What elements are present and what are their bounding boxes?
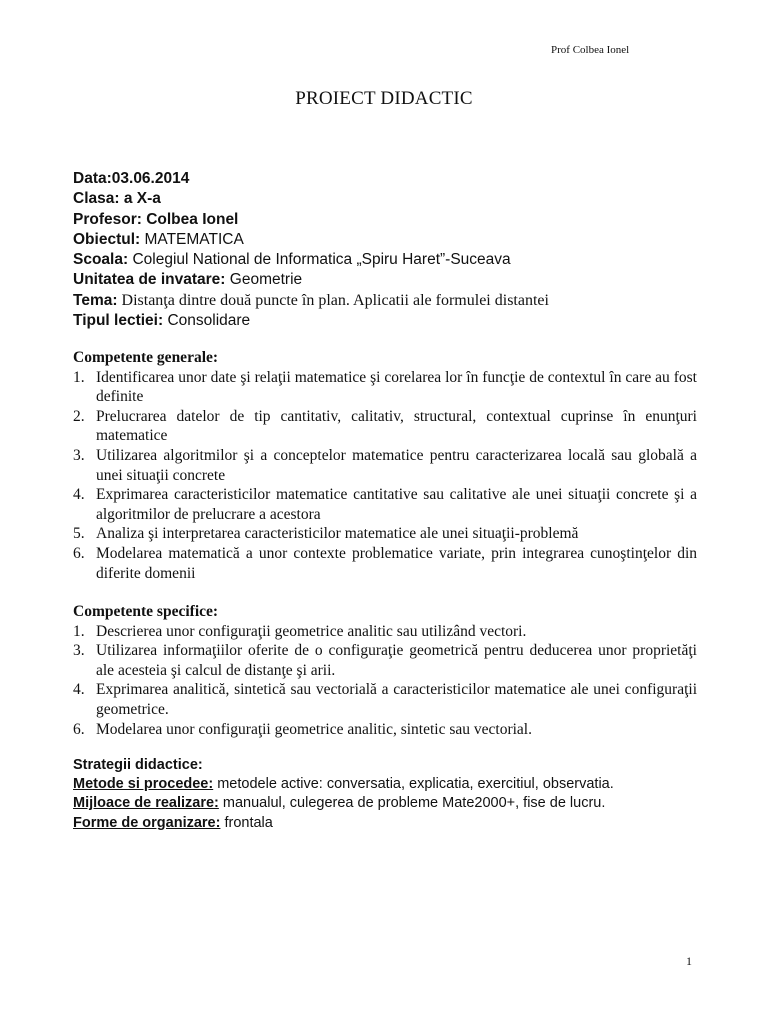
profesor-value: Colbea Ionel	[141, 210, 239, 228]
list-item-number: 6.	[73, 720, 85, 738]
tema-label: Tema:	[73, 291, 118, 309]
tipul-label: Tipul lectiei:	[73, 312, 164, 330]
info-row-data	[73, 169, 713, 189]
list-item-text: Identificarea unor date şi relaţii matematice şi corelarea lor în funcţie de contextul în care au fost definite	[96, 368, 697, 406]
list-item-text: Descrierea unor configuraţii geometrice analitic sau utilizând vectori.	[96, 622, 527, 640]
forme-label: Forme de organizare:	[73, 814, 221, 831]
list-item-text: Exprimarea caracteristicilor matematice cantitative sau calitative ale unei situaţii concrete şi a algoritmilor de prelucrare a acestora	[96, 486, 697, 523]
metode-label: Metode si procedee:	[73, 776, 214, 793]
lesson-info-block	[73, 169, 713, 331]
obiectul-value: MATEMATICA	[140, 230, 244, 248]
list-item-text: Utilizarea algoritmilor şi a conceptelor matematice pentru caracterizarea locală sau globală a unei situaţii concrete	[96, 446, 697, 484]
unitatea-value: Geometrie	[225, 271, 303, 289]
mijloace-row	[73, 794, 713, 813]
list-item-text: Exprimarea analitică, sintetică sau vectorială a caracteristicilor matematice ale unei configuraţii geometrice.	[96, 681, 697, 718]
list-item	[73, 680, 697, 719]
list-item-number: 4.	[73, 681, 85, 699]
list-item	[73, 544, 697, 583]
competente-generale-section	[73, 348, 697, 583]
info-row-profesor	[73, 210, 713, 230]
info-row-obiectul	[73, 230, 713, 250]
clasa-label: Clasa:	[73, 190, 120, 208]
info-row-tema	[73, 291, 713, 311]
list-item	[73, 720, 697, 740]
list-item-text: Prelucrarea datelor de tip cantitativ, calitativ, structural, contextual cuprinse în enunţuri matematice	[96, 407, 697, 445]
strategii-didactice-section	[73, 756, 713, 833]
mijloace-label: Mijloace de realizare:	[73, 795, 219, 812]
forme-row	[73, 814, 713, 833]
profesor-label: Profesor:	[73, 210, 142, 228]
list-item	[73, 641, 697, 680]
list-item-number: 3.	[73, 642, 85, 660]
tipul-value: Consolidare	[163, 312, 251, 330]
scoala-label: Scoala:	[73, 251, 129, 269]
scoala-value: Colegiul National de Informatica „Spiru Haret”-Suceava	[128, 251, 511, 269]
strategii-title: Strategii didactice:	[73, 757, 203, 773]
list-item-number: 6.	[73, 544, 85, 562]
competente-specifice-section	[73, 602, 697, 739]
list-item	[73, 485, 697, 524]
list-item-number: 5.	[73, 525, 85, 543]
info-row-unitatea	[73, 270, 713, 290]
mijloace-value: manualul, culegerea de probleme Mate2000+, fise de lucru.	[218, 795, 606, 812]
list-item-text: Analiza şi interpretarea caracteristicilor matematice ale unei situaţii-problemă	[96, 525, 579, 543]
tema-value: Distanţa dintre două puncte în plan. Aplicatii ale formulei distantei	[117, 291, 549, 309]
list-item-number: 1.	[73, 622, 85, 640]
metode-value: metodele active: conversatia, explicatia, exercitiul, observatia.	[213, 776, 614, 793]
list-item-number: 1.	[73, 368, 85, 386]
list-item	[73, 407, 697, 446]
list-item-text: Modelarea unor configuraţii geometrice analitic, sintetic sau vectorial.	[96, 720, 532, 738]
info-row-scoala	[73, 250, 713, 270]
clasa-value: a X-a	[119, 190, 161, 208]
info-row-clasa	[73, 189, 713, 209]
list-item-number: 3.	[73, 446, 85, 464]
list-item-text: Utilizarea informaţiilor oferite de o configuraţie geometrică pentru deducerea unor proprietăţi ale acesteia şi calcul de distanţe şi arii.	[96, 642, 697, 679]
list-item-text: Modelarea matematică a unor contexte problematice variate, prin integrarea cunoştinţelor din diferite domenii	[96, 544, 697, 582]
competente-specifice-list	[73, 622, 697, 740]
list-item	[73, 446, 697, 485]
unitatea-label: Unitatea de invatare:	[73, 271, 226, 289]
page-number: 1	[686, 954, 692, 968]
document-title: PROIECT DIDACTIC	[295, 88, 473, 109]
list-item	[73, 622, 697, 642]
competente-generale-list	[73, 368, 697, 584]
list-item	[73, 524, 697, 544]
data-label: Data:	[73, 170, 112, 187]
competente-generale-title: Competente generale:	[73, 349, 219, 366]
metode-row	[73, 775, 713, 794]
competente-specifice-title: Competente specifice:	[73, 603, 219, 620]
list-item-number: 2.	[73, 407, 85, 425]
forme-value: frontala	[220, 814, 273, 831]
list-item	[73, 368, 697, 407]
info-row-tipul	[73, 311, 713, 331]
obiectul-label: Obiectul:	[73, 230, 141, 248]
list-item-number: 4.	[73, 486, 85, 504]
page-header-author: Prof Colbea Ionel	[551, 44, 630, 56]
data-value: 03.06.2014	[111, 170, 190, 187]
